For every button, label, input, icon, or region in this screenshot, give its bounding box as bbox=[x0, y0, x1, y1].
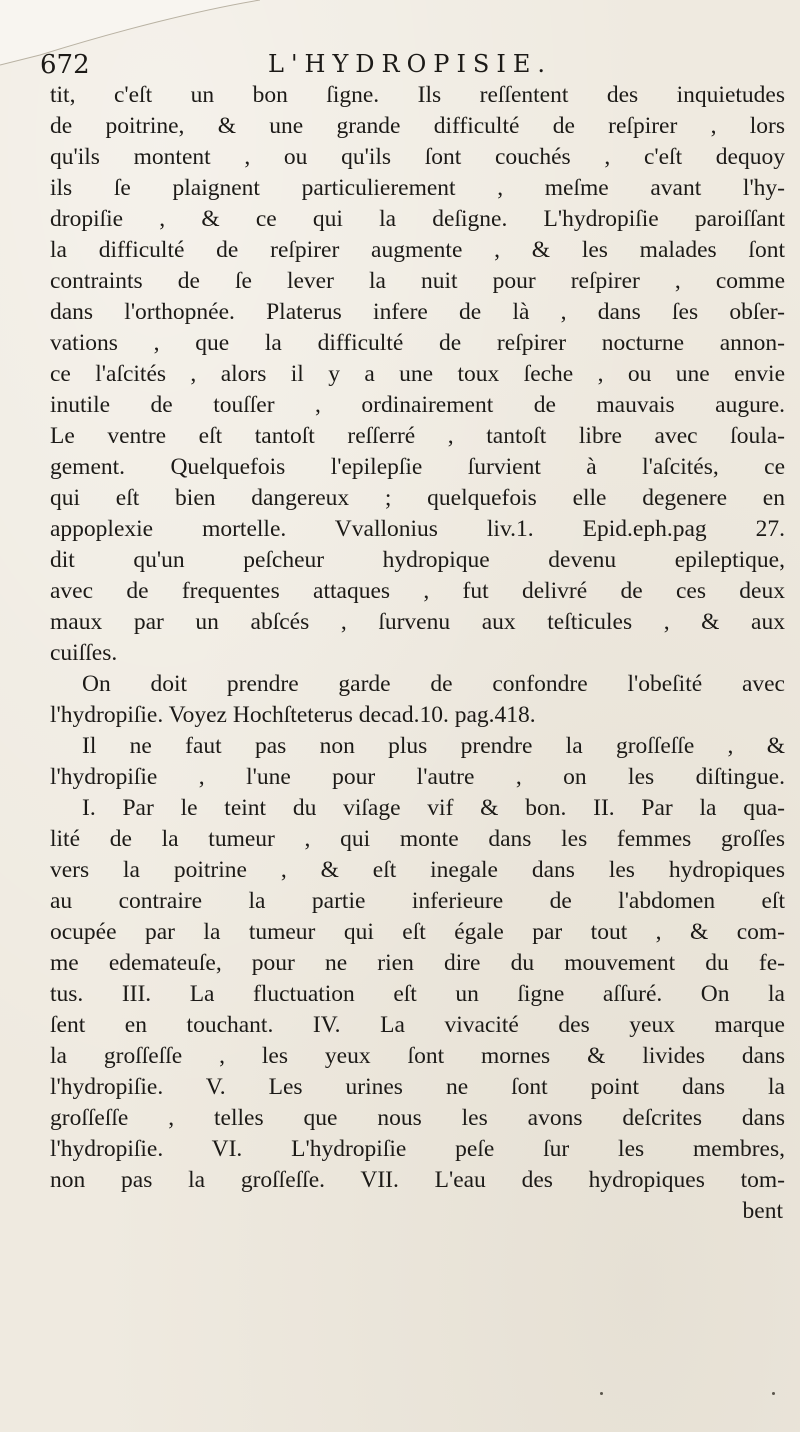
text-line: dit qu'un peſcheur hydropique devenu epileptique, bbox=[50, 547, 785, 573]
running-title: L'HYDROPISIE. bbox=[268, 50, 552, 78]
text-line: groſſeſſe , telles que nous les avons deſcrites dans bbox=[50, 1105, 785, 1131]
text-line: qui eſt bien dangereux ; quelquefois elle degenere en bbox=[50, 485, 785, 511]
text-line: gement. Quelquefois l'epilepſie ſurvient à l'aſcités, ce bbox=[50, 454, 785, 480]
text-line: contraints de ſe lever la nuit pour reſpirer , comme bbox=[50, 268, 785, 294]
text-line: ce l'aſcités , alors il y a une toux ſeche , ou une envie bbox=[50, 361, 785, 387]
text-line: cuiſſes. bbox=[50, 640, 118, 666]
text-line: Le ventre eſt tantoſt reſſerré , tantoſt libre avec ſoula- bbox=[50, 423, 785, 449]
text-line: l'hydropiſie. VI. L'hydropiſie peſe ſur les membres, bbox=[50, 1136, 785, 1162]
text-line: vations , que la difficulté de reſpirer nocturne annon- bbox=[50, 330, 785, 356]
ink-speck bbox=[772, 1392, 775, 1395]
text-line: la groſſeſſe , les yeux ſont mornes & livides dans bbox=[50, 1043, 785, 1069]
text-line: appoplexie mortelle. Vvallonius liv.1. Epid.eph.pag 27. bbox=[50, 516, 785, 542]
text-line: On doit prendre garde de confondre l'obeſité avec bbox=[82, 671, 785, 697]
text-line: l'hydropiſie , l'une pour l'autre , on les diſtingue. bbox=[50, 764, 785, 790]
text-line: lité de la tumeur , qui monte dans les femmes groſſes bbox=[50, 826, 785, 852]
body-text bbox=[50, 80, 785, 1227]
page-number: 672 bbox=[40, 50, 90, 80]
catchword: bent bbox=[742, 1198, 783, 1224]
text-line: Il ne faut pas non plus prendre la groſſeſſe , & bbox=[82, 733, 785, 759]
text-line: tus. III. La fluctuation eſt un ſigne aſſuré. On la bbox=[50, 981, 785, 1007]
text-line: ocupée par la tumeur qui eſt égale par tout , & com- bbox=[50, 919, 785, 945]
text-line: I. Par le teint du viſage vif & bon. II. Par la qua- bbox=[82, 795, 785, 821]
text-line: qu'ils montent , ou qu'ils ſont couchés , c'eſt dequoy bbox=[50, 144, 785, 170]
text-line: ils ſe plaignent particulierement , meſme avant l'hy- bbox=[50, 175, 785, 201]
text-line: vers la poitrine , & eſt inegale dans les hydropiques bbox=[50, 857, 785, 883]
text-line: non pas la groſſeſſe. VII. L'eau des hydropiques tom- bbox=[50, 1167, 785, 1193]
text-line: ſent en touchant. IV. La vivacité des yeux marque bbox=[50, 1012, 785, 1038]
text-line: au contraire la partie inferieure de l'abdomen eſt bbox=[50, 888, 785, 914]
text-line: avec de frequentes attaques , fut delivré de ces deux bbox=[50, 578, 785, 604]
ink-speck bbox=[600, 1392, 603, 1395]
text-line: de poitrine, & une grande difficulté de reſpirer , lors bbox=[50, 113, 785, 139]
text-line: la difficulté de reſpirer augmente , & les malades ſont bbox=[50, 237, 785, 263]
text-line: inutile de touſſer , ordinairement de mauvais augure. bbox=[50, 392, 785, 418]
text-line: l'hydropiſie. V. Les urines ne ſont point dans la bbox=[50, 1074, 785, 1100]
text-line: dropiſie , & ce qui la deſigne. L'hydropiſie paroiſſant bbox=[50, 206, 785, 232]
text-line: l'hydropiſie. Voyez Hochſteterus decad.10. pag.418. bbox=[50, 702, 536, 728]
text-line: maux par un abſcés , ſurvenu aux teſticules , & aux bbox=[50, 609, 785, 635]
text-line: me edemateuſe, pour ne rien dire du mouvement du fe- bbox=[50, 950, 785, 976]
text-line: dans l'orthopnée. Platerus infere de là , dans ſes obſer- bbox=[50, 299, 785, 325]
text-line: tit, c'eſt un bon ſigne. Ils reſſentent des inquietudes bbox=[50, 82, 785, 108]
